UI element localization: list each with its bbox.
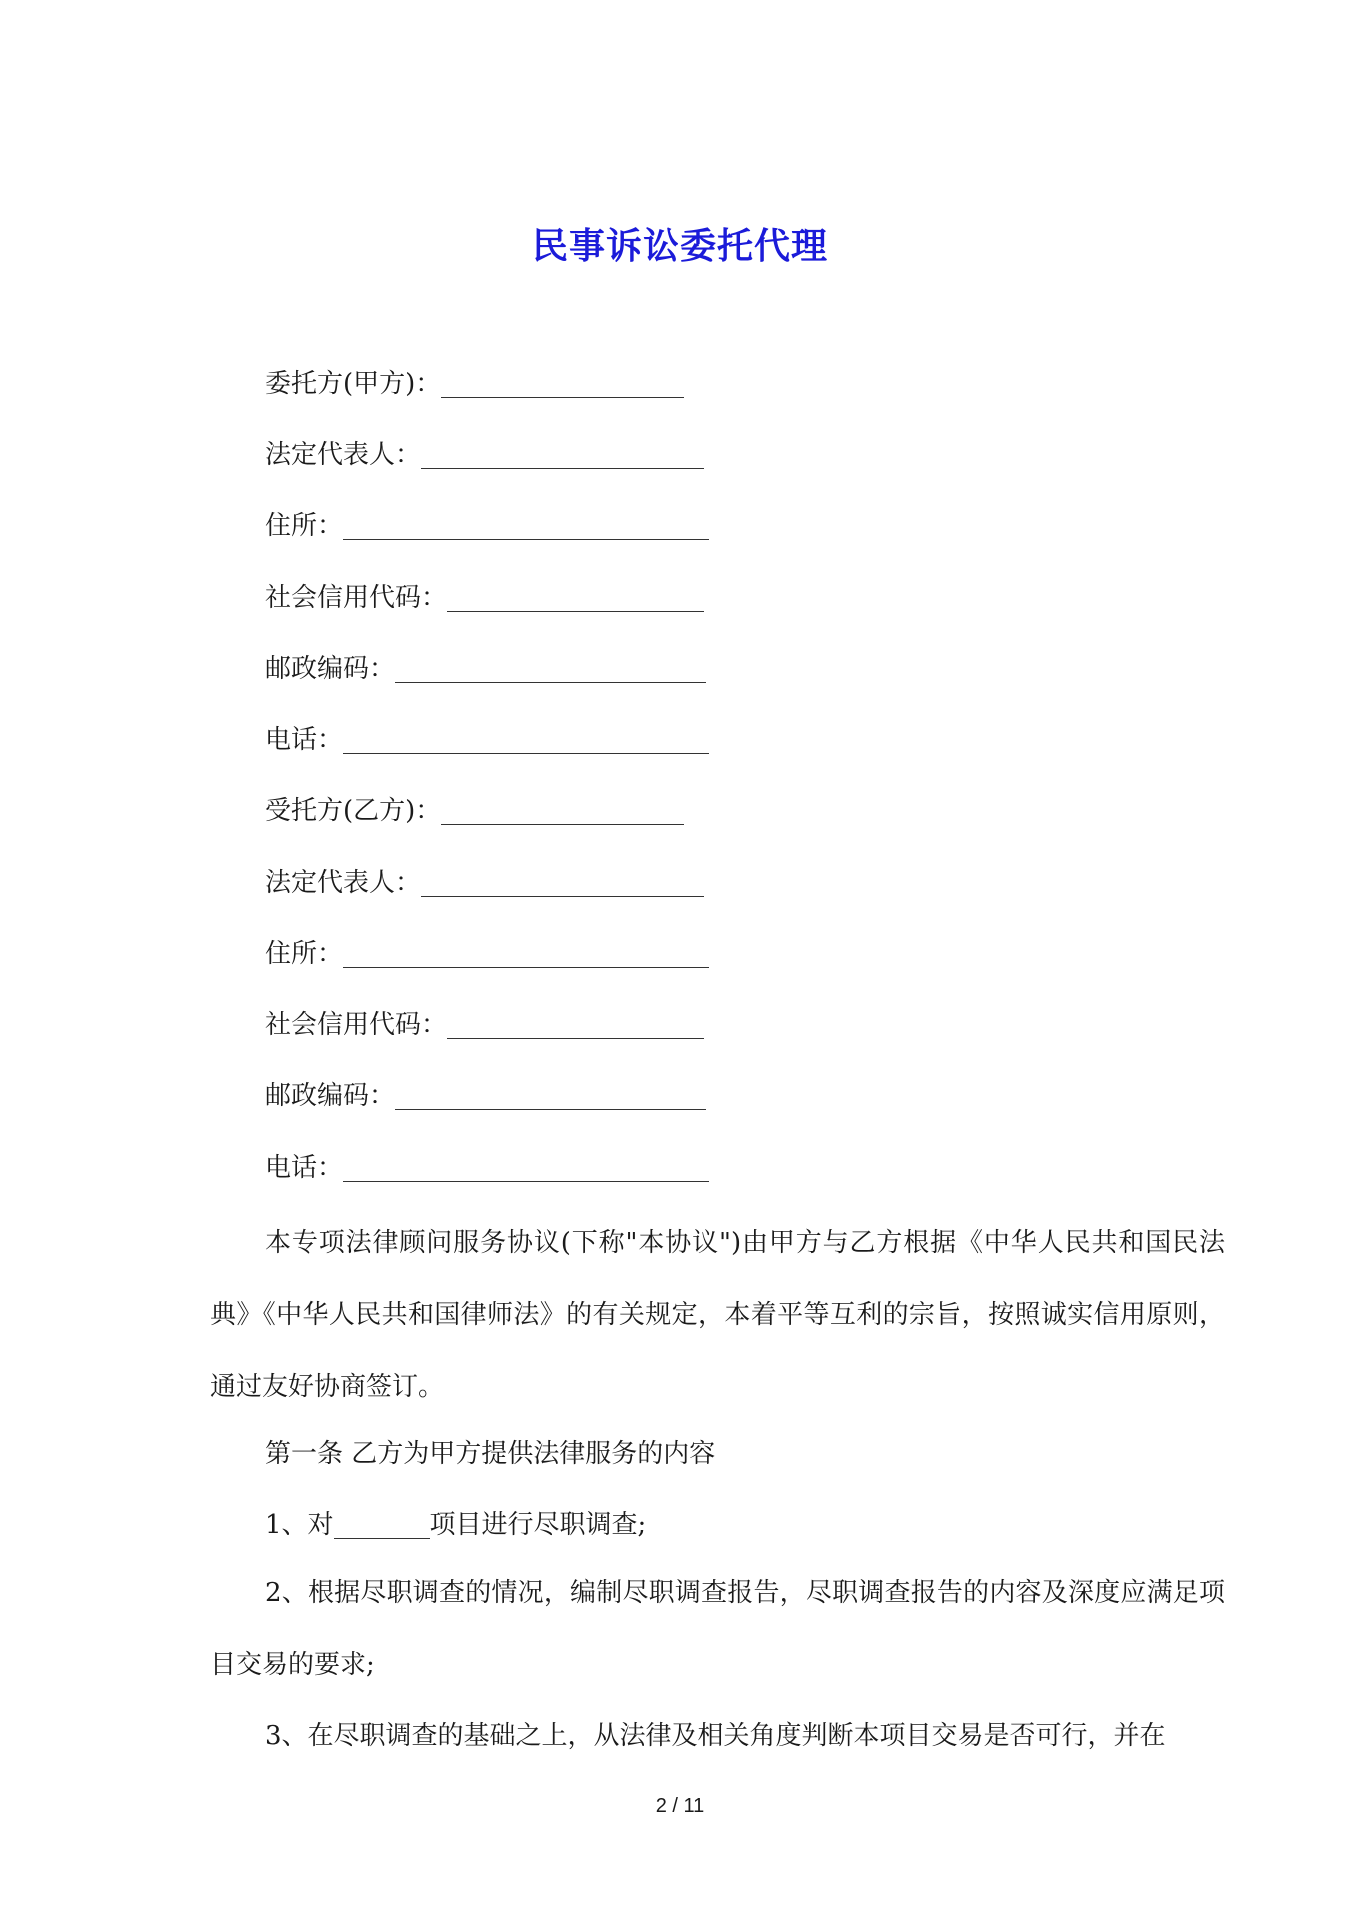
party-b-address-label: 住所： xyxy=(265,939,344,969)
party-b-phone-field xyxy=(265,1148,709,1188)
party-a-credit-blank xyxy=(447,583,704,612)
party-b-phone-label: 电话： xyxy=(265,1153,344,1183)
party-b-credit-field xyxy=(265,1005,704,1045)
party-b-postal-label: 邮政编码： xyxy=(265,1081,396,1111)
party-b-blank xyxy=(441,796,684,825)
article-1-heading: 第一条 乙方为甲方提供法律服务的内容 xyxy=(265,1439,716,1469)
party-b-postal-field xyxy=(265,1076,706,1116)
item-3: 3、在尽职调查的基础之上，从法律及相关角度判断本项目交易是否可行，并在 xyxy=(265,1721,1166,1751)
party-a-phone-field xyxy=(265,720,709,760)
party-a-label: 委托方(甲方)： xyxy=(265,369,442,399)
party-b-rep-label: 法定代表人： xyxy=(265,868,422,898)
item-2: 2、根据尽职调查的情况，编制尽职调查报告，尽职调查报告的内容及深度应满足项目交易的要求; xyxy=(210,1578,1225,1680)
party-b-field xyxy=(265,791,684,831)
party-b-phone-blank xyxy=(343,1153,709,1182)
item-1 xyxy=(265,1505,646,1545)
item-1-prefix: 1、对 xyxy=(265,1510,334,1540)
party-b-credit-blank xyxy=(447,1010,704,1039)
item-1-suffix: 项目进行尽职调查; xyxy=(429,1510,647,1540)
party-b-address-field xyxy=(265,934,709,974)
party-a-credit-label: 社会信用代码： xyxy=(265,583,448,613)
party-a-address-label: 住所： xyxy=(265,511,344,541)
party-a-address-blank xyxy=(343,511,709,540)
party-a-phone-label: 电话： xyxy=(265,725,344,755)
party-b-address-blank xyxy=(343,939,709,968)
party-a-postal-blank xyxy=(395,654,706,683)
party-a-field xyxy=(265,364,684,404)
party-b-rep-field xyxy=(265,863,704,903)
party-a-postal-field xyxy=(265,649,706,689)
party-b-rep-blank xyxy=(421,868,704,897)
party-a-rep-blank xyxy=(421,440,704,469)
party-a-blank xyxy=(441,369,684,398)
party-b-credit-label: 社会信用代码： xyxy=(265,1010,448,1040)
page-indicator: 2 / 11 xyxy=(655,1795,705,1817)
party-a-postal-label: 邮政编码： xyxy=(265,654,396,684)
intro-paragraph: 本专项法律顾问服务协议(下称"本协议")由甲方与乙方根据《中华人民共和国民法典》《中华人民共和国律师法》的有关规定，本着平等互利的宗旨，按照诚实信用原则，通过友好协商签订。 xyxy=(210,1228,1225,1402)
document-title: 民事诉讼委托代理 xyxy=(531,225,828,267)
party-a-rep-field xyxy=(265,435,704,475)
party-b-postal-blank xyxy=(395,1081,706,1110)
party-a-address-field xyxy=(265,506,709,546)
item-1-blank xyxy=(334,1510,430,1539)
party-a-phone-blank xyxy=(343,725,709,754)
party-b-label: 受托方(乙方)： xyxy=(265,796,442,826)
party-a-credit-field xyxy=(265,578,704,618)
party-a-rep-label: 法定代表人： xyxy=(265,440,422,470)
